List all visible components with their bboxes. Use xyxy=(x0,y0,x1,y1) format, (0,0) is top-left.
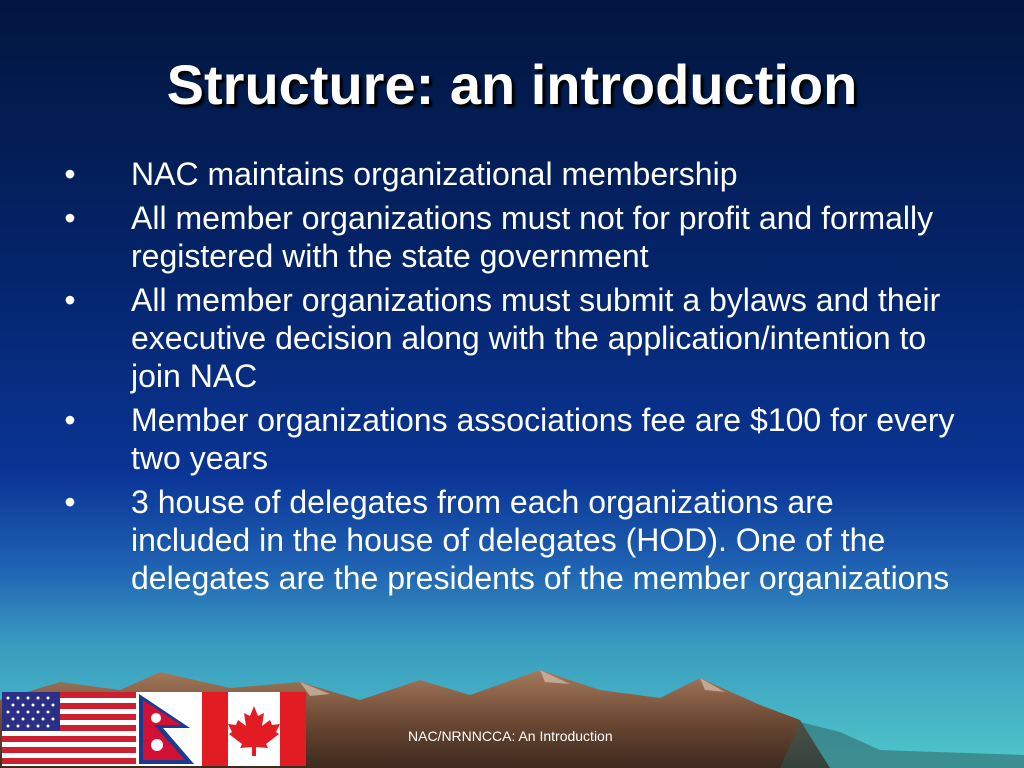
bullet-icon: • xyxy=(64,282,76,318)
bullet-icon: • xyxy=(64,200,76,236)
flags-image xyxy=(0,690,310,768)
bullet-text: 3 house of delegates from each organizations are included in the house of delegates (HOD). One of the delegates are the presidents of the member organizations xyxy=(131,484,950,596)
bullet-text: All member organizations must not for profit and formally registered with the state government xyxy=(131,200,934,274)
bullet-item xyxy=(60,281,960,395)
bullet-icon: • xyxy=(64,402,76,438)
bullet-item xyxy=(60,199,960,275)
bullet-text: All member organizations must submit a bylaws and their executive decision along with the application/intention to join NAC xyxy=(131,282,941,394)
slide-footer: NAC/NRNNCCA: An Introduction xyxy=(408,728,613,744)
bullet-icon: • xyxy=(64,156,76,192)
bullet-text: Member organizations associations fee are $100 for every two years xyxy=(131,402,955,476)
us-flag-icon xyxy=(2,692,136,766)
bullet-item xyxy=(60,401,960,477)
slide-title: Structure: an introduction xyxy=(166,53,858,116)
bullet-item xyxy=(60,483,960,597)
canada-flag-icon xyxy=(202,692,306,766)
bullet-item xyxy=(60,155,960,193)
bullet-list xyxy=(60,155,960,603)
bullet-icon: • xyxy=(64,484,76,520)
nepal-flag-icon xyxy=(136,692,202,766)
bullet-text: NAC maintains organizational membership xyxy=(131,156,738,192)
